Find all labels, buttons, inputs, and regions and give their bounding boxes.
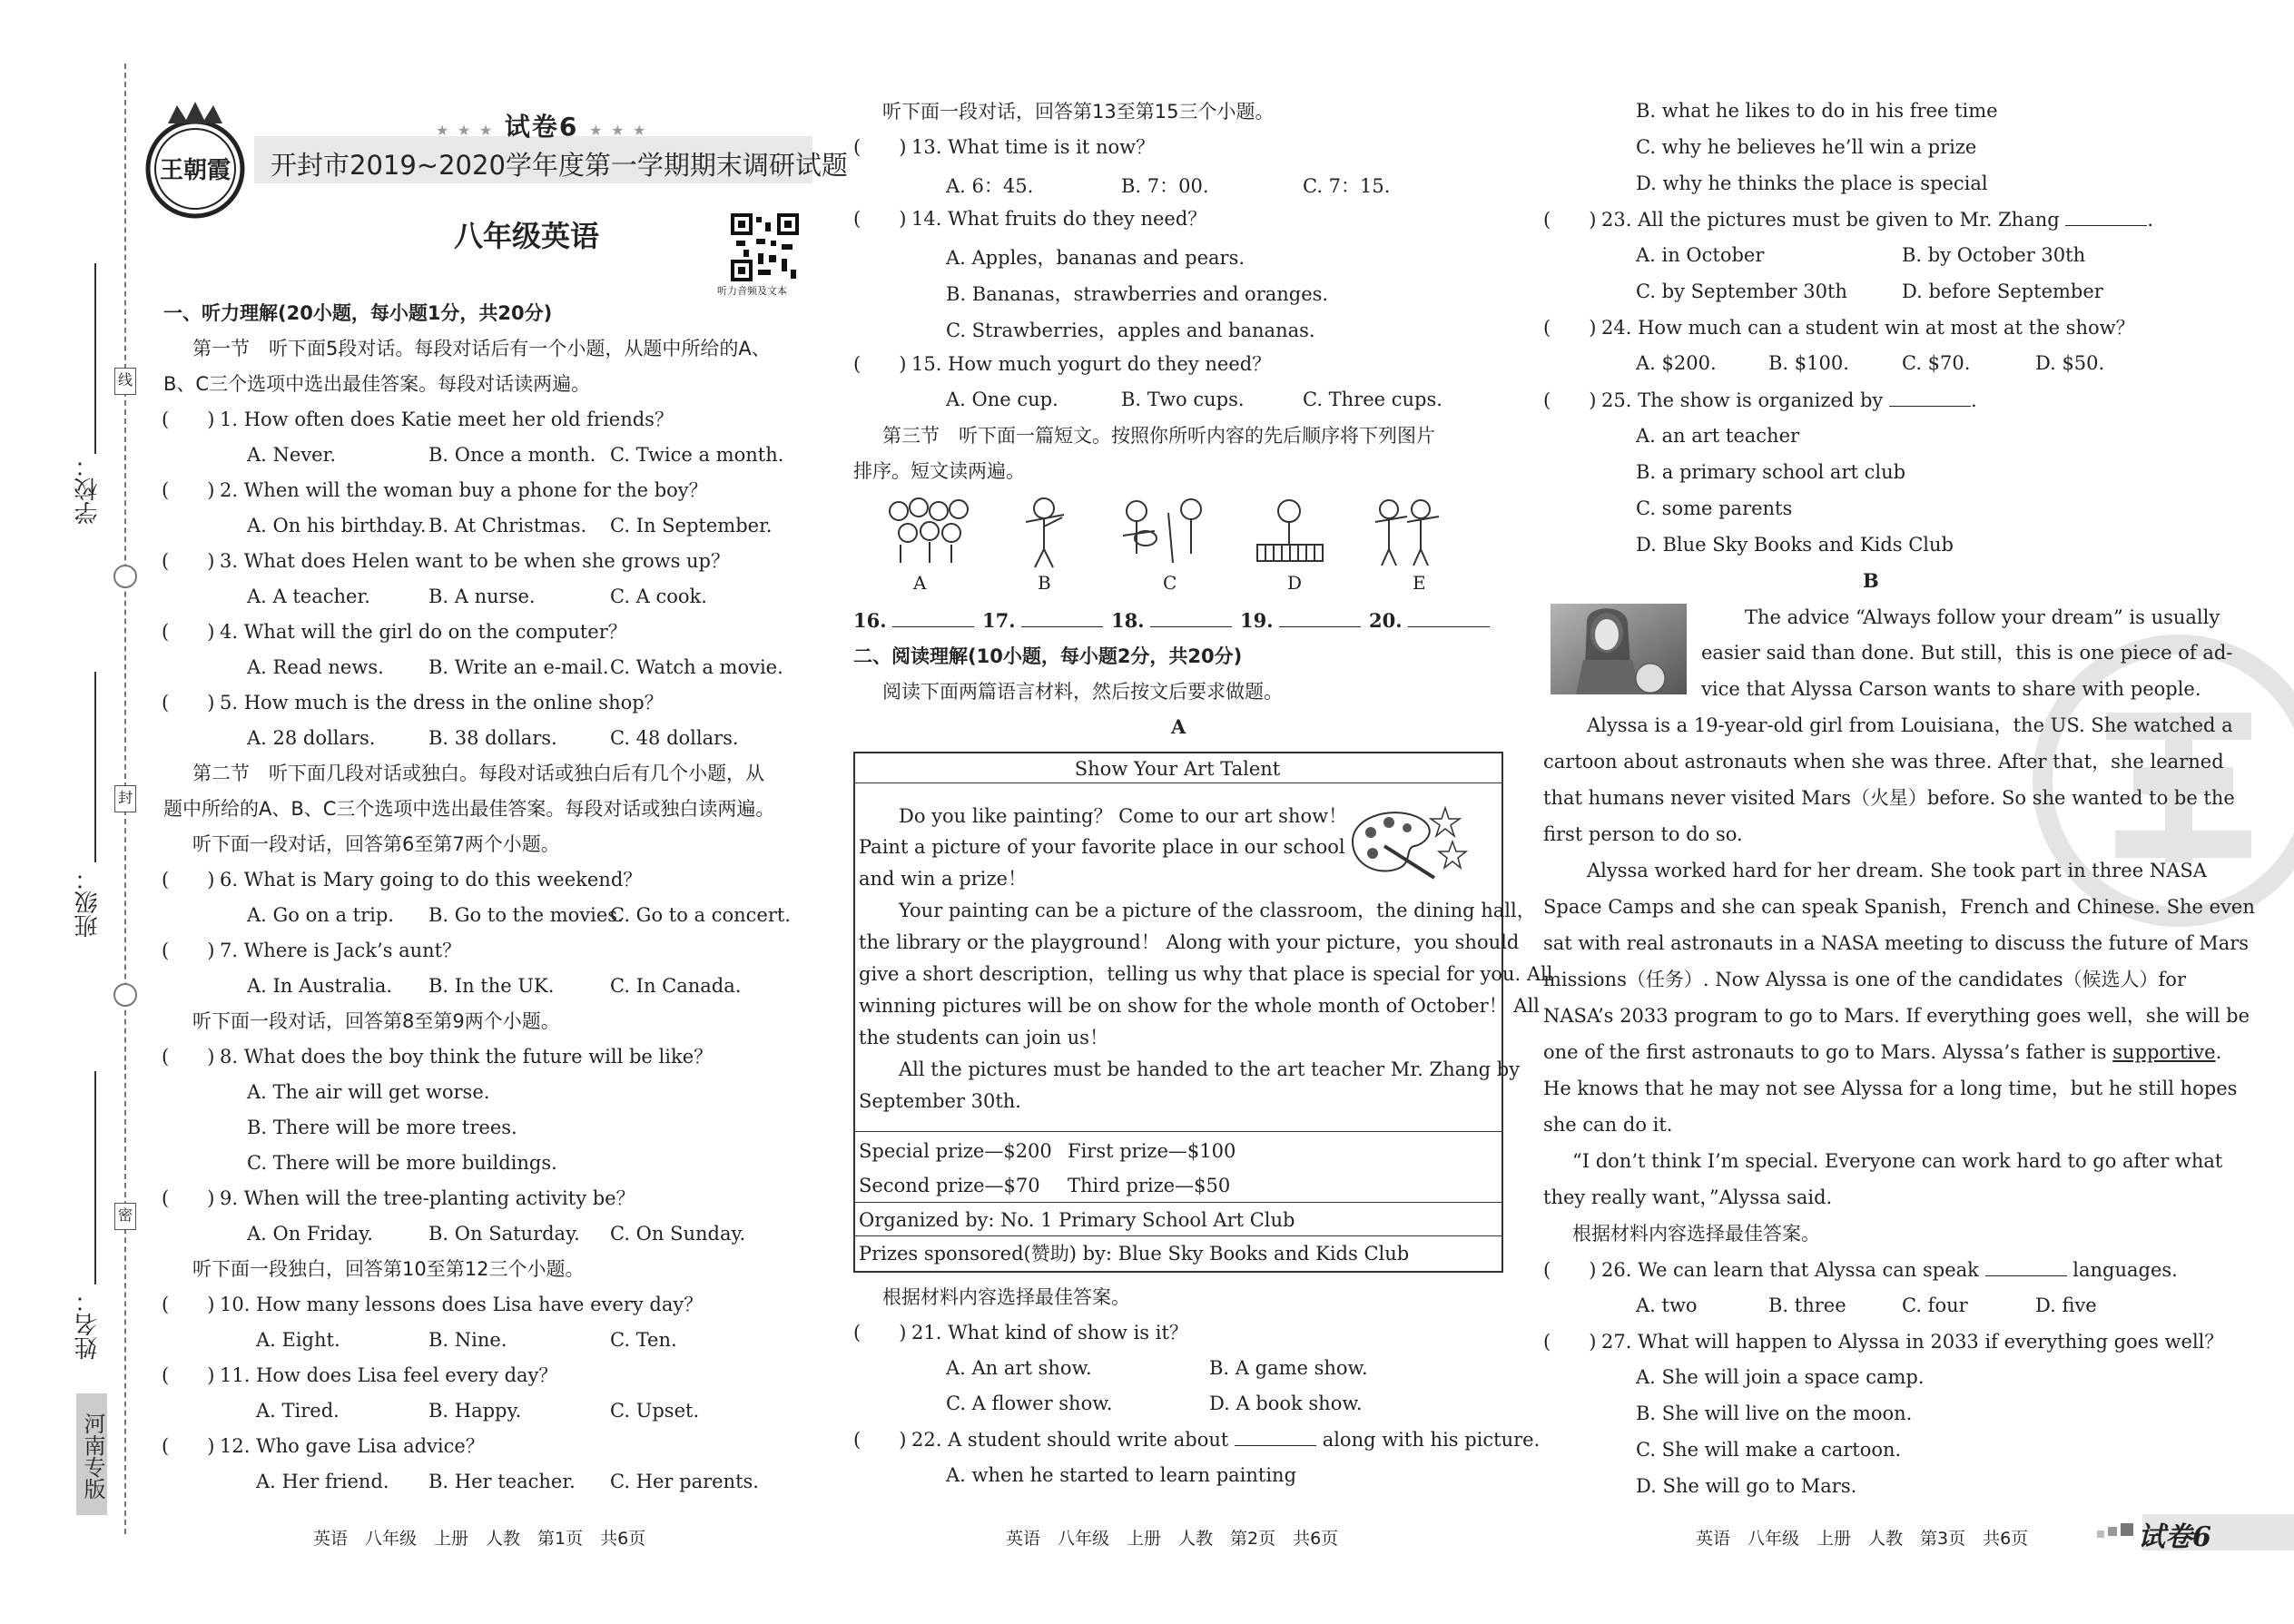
- q7-option-c: C. In Canada.: [610, 975, 742, 997]
- answer-bracket[interactable]: ( ): [162, 940, 215, 961]
- alyssa-photo: [1551, 604, 1687, 694]
- q12-option-b: B. Her teacher.: [428, 1471, 576, 1492]
- answer-bracket[interactable]: ( ): [1543, 1259, 1597, 1281]
- answer-bracket[interactable]: ( ): [162, 1435, 215, 1457]
- q24-option-c: C. $70.: [1902, 352, 1971, 374]
- q23-option-b: B. by October 30th: [1902, 244, 2086, 266]
- part3-instruction: 第三节 听下面一篇短文。按照你所听内容的先后顺序将下列图片: [882, 425, 1435, 447]
- q5-option-b: B. 38 dollars.: [428, 727, 557, 749]
- dialogue-intro: 听下面一段对话，回答第8至第9两个小题。: [192, 1010, 560, 1032]
- passage-b-text: one of the first astronauts to go to Mars. Alyssa’s father is supportive.: [1543, 1041, 2222, 1063]
- notice-text: All the pictures must be handed to the art teacher Mr. Zhang by: [899, 1058, 1521, 1080]
- question-26: 26. We can learn that Alyssa can speak languages.: [1601, 1259, 2178, 1281]
- seal-tab-seal: 封: [114, 785, 136, 812]
- answer-bracket[interactable]: ( ): [853, 1429, 907, 1451]
- passage-b-text: Alyssa is a 19-year-old girl from Louisiana，the US. She watched a: [1587, 714, 2233, 736]
- question-12: 12. Who gave Lisa advice？: [220, 1435, 485, 1457]
- notice-text: Paint a picture of your favorite place in our school: [859, 836, 1345, 858]
- passage-b-text: first person to do so.: [1543, 823, 1743, 845]
- qr-code-icon: [731, 213, 799, 281]
- punch-hole-icon: [113, 565, 137, 588]
- q10-option-a: A. Eight.: [256, 1329, 340, 1351]
- section-2-title: 二、阅读理解(10小题，每小题2分，共20分): [853, 645, 1243, 667]
- answer-bracket[interactable]: ( ): [853, 136, 907, 158]
- q7-option-b: B. In the UK.: [428, 975, 555, 997]
- passage-b-text: He knows that he may not see Alyssa for a long time，but he still hopes: [1543, 1078, 2238, 1099]
- answer-bracket[interactable]: ( ): [853, 208, 907, 230]
- q8-option-b: B. There will be more trees.: [247, 1117, 517, 1138]
- q26-option-b: B. three: [1768, 1294, 1846, 1316]
- notice-divider: [853, 782, 1501, 783]
- answer-bracket[interactable]: ( ): [1543, 209, 1597, 231]
- question-21: 21. What kind of show is it？: [911, 1322, 1188, 1343]
- q10-option-b: B. Nine.: [428, 1329, 507, 1351]
- q26-option-a: A. two: [1636, 1294, 1698, 1316]
- q22-option-c: C. why he believes he’ll win a prize: [1636, 136, 1977, 158]
- q22-option-a: A. when he started to learn painting: [946, 1464, 1297, 1486]
- q9-option-b: B. On Saturday.: [428, 1223, 580, 1245]
- notice-text: the library or the playground！ Along with your picture，you should: [859, 931, 1520, 953]
- q22-option-b: B. what he likes to do in his free time: [1636, 100, 1998, 122]
- q3-option-c: C. A cook.: [610, 586, 707, 607]
- notice-title: Show Your Art Talent: [1074, 758, 1281, 780]
- picture-b-violinist: [1026, 498, 1064, 567]
- q26-option-c: C. four: [1902, 1294, 1968, 1316]
- q12-option-a: A. Her friend.: [256, 1471, 389, 1492]
- q2-option-a: A. On his birthday.: [247, 515, 427, 536]
- q6-option-b: B. Go to the movies.: [428, 904, 624, 926]
- logo-emblem: [143, 98, 248, 225]
- passage-b-text: “I don’t think I’m special. Everyone can work hard to go after what: [1572, 1150, 2223, 1172]
- prize-third: Third prize—$50: [1068, 1175, 1231, 1196]
- q25-option-c: C. some parents: [1636, 497, 1793, 519]
- picture-a-choir: [890, 498, 968, 563]
- prize-special: Special prize—$200: [859, 1140, 1052, 1162]
- region-tag: 河南专版: [76, 1393, 107, 1515]
- q3-option-b: B. A nurse.: [428, 586, 536, 607]
- listening-pictures: [881, 495, 1480, 572]
- part1-instruction: B、C三个选项中选出最佳答案。每段对话读两遍。: [163, 373, 591, 395]
- monologue-intro: 听下面一段独白，回答第10至第12三个小题。: [192, 1258, 585, 1280]
- qr-caption: 听力音频及文本: [717, 285, 787, 297]
- answer-bracket[interactable]: ( ): [162, 408, 215, 430]
- answer-bracket[interactable]: ( ): [1543, 317, 1597, 339]
- picture-d-pianist: [1257, 500, 1323, 561]
- q10-option-c: C. Ten.: [610, 1329, 677, 1351]
- answer-bracket[interactable]: ( ): [162, 1046, 215, 1068]
- reading-instruction: 根据材料内容选择最佳答案。: [882, 1286, 1130, 1308]
- q11-option-a: A. Tired.: [256, 1400, 340, 1422]
- q24-option-a: A. $200.: [1636, 352, 1717, 374]
- q27-option-c: C. She will make a cartoon.: [1636, 1439, 1902, 1461]
- picture-label-d: D: [1287, 572, 1303, 594]
- q27-option-a: A. She will join a space camp.: [1636, 1366, 1925, 1388]
- passage-b-text: that humans never visited Mars（火星）before. So she wanted to be the: [1543, 787, 2235, 809]
- question-22: 22. A student should write about along with his picture.: [911, 1429, 1541, 1451]
- question-1: 1. How often does Katie meet her old friends？: [220, 408, 674, 430]
- q6-option-c: C. Go to a concert.: [610, 904, 791, 926]
- picture-c-band: [1123, 499, 1201, 563]
- q8-option-a: A. The air will get worse.: [247, 1081, 490, 1103]
- q14-option-c: C. Strawberries，apples and bananas.: [946, 320, 1315, 341]
- q23-option-a: A. in October: [1636, 244, 1765, 266]
- question-8: 8. What does the boy think the future will be like？: [220, 1046, 714, 1068]
- page-footer-3: 英语 八年级 上册 人教 第3页 共6页: [1696, 1529, 2029, 1549]
- question-3: 3. What does Helen want to be when she grows up？: [220, 550, 730, 572]
- question-5: 5. How much is the dress in the online shop？: [220, 692, 664, 714]
- palette-icon: [1344, 801, 1471, 882]
- picture-e-violinists: [1375, 500, 1439, 566]
- passage-b-text: easier said than done. But still，this is one piece of ad-: [1701, 642, 2233, 664]
- prize-first: First prize—$100: [1068, 1140, 1236, 1162]
- school-blank: [94, 263, 96, 454]
- question-9: 9. When will the tree-planting activity be？: [220, 1187, 635, 1209]
- q5-option-a: A. 28 dollars.: [247, 727, 376, 749]
- passage-a-label: A: [1171, 715, 1186, 738]
- q13-option-b: B. 7：00.: [1121, 175, 1209, 197]
- corner-series-label: 试卷6: [2138, 1521, 2211, 1553]
- q21-option-c: C. A flower show.: [946, 1393, 1113, 1414]
- notice-divider: [853, 1235, 1501, 1236]
- school-label: 学校：: [74, 454, 102, 525]
- part2-instruction: 第二节 听下面几段对话或独白。每段对话或独白后有几个小题，从: [192, 763, 764, 784]
- answer-bracket[interactable]: ( ): [162, 692, 215, 714]
- notice-text: and win a prize！: [859, 868, 1027, 890]
- question-2: 2. When will the woman buy a phone for the boy？: [220, 479, 708, 501]
- picture-label-e: E: [1413, 572, 1426, 594]
- notice-text: September 30th.: [859, 1090, 1021, 1112]
- dialogue-intro: 听下面一段对话，回答第6至第7两个小题。: [192, 833, 560, 855]
- q9-option-a: A. On Friday.: [247, 1223, 373, 1245]
- page-footer-2: 英语 八年级 上册 人教 第2页 共6页: [1006, 1529, 1339, 1549]
- q25-option-a: A. an art teacher: [1636, 425, 1800, 447]
- passage-b-text: they really want，”Alyssa said.: [1543, 1186, 1833, 1208]
- notice-text: Your painting can be a picture of the classroom，the dining hall，: [899, 900, 1536, 921]
- page-footer-1: 英语 八年级 上册 人教 第1页 共6页: [313, 1529, 646, 1549]
- reading-instruction: 根据材料内容选择最佳答案。: [1572, 1223, 1820, 1245]
- q23-option-d: D. before September: [1902, 281, 2103, 302]
- q13-option-a: A. 6：45.: [946, 175, 1034, 197]
- picture-label-b: B: [1038, 572, 1051, 594]
- section-1-title: 一、听力理解(20小题，每小题1分，共20分): [163, 302, 553, 324]
- answer-19[interactable]: 19.: [1240, 609, 1361, 633]
- question-14: 14. What fruits do they need？: [911, 208, 1207, 230]
- passage-b-label: B: [1863, 569, 1879, 592]
- passage-b-text: missions（任务）. Now Alyssa is one of the candidates（候选人）for: [1543, 969, 2186, 990]
- passage-b-text: Alyssa worked hard for her dream. She took part in three NASA: [1587, 860, 2207, 881]
- q1-option-b: B. Once a month.: [428, 444, 596, 466]
- q8-option-c: C. There will be more buildings.: [247, 1152, 557, 1174]
- answer-bracket[interactable]: ( ): [162, 869, 215, 891]
- name-label: 姓名：: [74, 1289, 102, 1360]
- q13-option-c: C. 7：15.: [1303, 175, 1391, 197]
- punch-hole-icon: [113, 983, 137, 1007]
- notice-text: winning pictures will be on show for the whole month of October！ All: [859, 995, 1540, 1017]
- question-10: 10. How many lessons does Lisa have every day？: [220, 1294, 704, 1315]
- q1-option-c: C. Twice a month.: [610, 444, 784, 466]
- answer-bracket[interactable]: ( ): [162, 1364, 215, 1386]
- notice-sponsor: Prizes sponsored(赞助) by: Blue Sky Books and Kids Club: [859, 1243, 1410, 1265]
- passage-b-text: NASA’s 2033 program to go to Mars. If everything goes well，she will be: [1543, 1005, 2250, 1027]
- underlined-word: supportive: [2112, 1041, 2216, 1063]
- q4-option-b: B. Write an e-mail.: [428, 656, 609, 678]
- q4-option-a: A. Read news.: [247, 656, 384, 678]
- answer-bracket[interactable]: ( ): [162, 621, 215, 643]
- exam-title: 开封市2019~2020学年度第一学期期末调研试题: [271, 150, 848, 181]
- answer-bracket[interactable]: ( ): [1543, 389, 1597, 411]
- q14-option-b: B. Bananas，strawberries and oranges.: [946, 283, 1329, 305]
- q11-option-c: C. Upset.: [610, 1400, 700, 1422]
- notice-text: Do you like painting？ Come to our art show！: [899, 805, 1348, 827]
- passage-b-text: cartoon about astronauts when she was three. After that，she learned: [1543, 751, 2224, 773]
- answer-bracket[interactable]: ( ): [162, 1187, 215, 1209]
- q7-option-a: A. In Australia.: [247, 975, 393, 997]
- passage-b-text: The advice “Always follow your dream” is usually: [1745, 606, 2220, 628]
- answer-bracket[interactable]: ( ): [853, 353, 907, 375]
- dialogue-intro: 听下面一段对话，回答第13至第15三个小题。: [882, 101, 1275, 123]
- q21-option-b: B. A game show.: [1209, 1357, 1368, 1379]
- notice-divider: [853, 1131, 1501, 1132]
- subject-title: 八年级英语: [454, 219, 600, 253]
- question-6: 6. What is Mary going to do this weekend？: [220, 869, 643, 891]
- notice-text: give a short description，telling us why that place is special for you. All: [859, 963, 1553, 985]
- q11-option-b: B. Happy.: [428, 1400, 522, 1422]
- q6-option-a: A. Go on a trip.: [247, 904, 394, 926]
- question-4: 4. What will the girl do on the computer？: [220, 621, 627, 643]
- answer-17[interactable]: 17.: [982, 609, 1103, 633]
- q1-option-a: A. Never.: [247, 444, 337, 466]
- answer-18[interactable]: 18.: [1111, 609, 1232, 633]
- class-blank: [94, 672, 96, 862]
- answer-bracket[interactable]: ( ): [162, 1294, 215, 1315]
- passage-b-text: vice that Alyssa Carson wants to share with people.: [1701, 678, 2201, 700]
- answer-20[interactable]: 20.: [1369, 609, 1490, 633]
- name-blank: [94, 1071, 96, 1284]
- class-label: 班级：: [74, 867, 102, 938]
- q25-option-b: B. a primary school art club: [1636, 461, 1906, 483]
- notice-text: the students can join us！: [859, 1027, 1108, 1048]
- notice-organizer: Organized by: No. 1 Primary School Art Club: [859, 1209, 1295, 1231]
- answer-16[interactable]: 16.: [853, 609, 974, 633]
- part2-instruction: 题中所给的A、B、C三个选项中选出最佳答案。每段对话或独白读两遍。: [163, 798, 775, 820]
- part1-instruction: 第一节 听下面5段对话。每段对话后有一个小题，从题中所给的A、: [192, 338, 771, 359]
- q2-option-b: B. At Christmas.: [428, 515, 587, 536]
- q4-option-c: C. Watch a movie.: [610, 656, 783, 678]
- q2-option-c: C. In September.: [610, 515, 773, 536]
- q5-option-c: C. 48 dollars.: [610, 727, 739, 749]
- q14-option-a: A. Apples，bananas and pears.: [946, 247, 1245, 269]
- q21-option-a: A. An art show.: [946, 1357, 1092, 1379]
- question-15: 15. How much yogurt do they need？: [911, 353, 1272, 375]
- q27-option-d: D. She will go to Mars.: [1636, 1475, 1857, 1497]
- question-23: 23. All the pictures must be given to Mr. Zhang .: [1601, 209, 2154, 231]
- seal-tab-secret: 密: [114, 1203, 136, 1230]
- picture-label-a: A: [913, 572, 927, 594]
- q26-option-d: D. five: [2035, 1294, 2097, 1316]
- q9-option-c: C. On Sunday.: [610, 1223, 746, 1245]
- series-label: ★ ★ ★ 试卷6 ★ ★ ★: [436, 112, 648, 142]
- q15-option-c: C. Three cups.: [1303, 389, 1442, 410]
- question-13: 13. What time is it now？: [911, 136, 1156, 158]
- passage-b-text: she can do it.: [1543, 1114, 1673, 1136]
- answer-bracket[interactable]: ( ): [162, 550, 215, 572]
- passage-b-text: Space Camps and she can speak Spanish，French and Chinese. She even: [1543, 896, 2255, 918]
- q21-option-d: D. A book show.: [1209, 1393, 1363, 1414]
- q15-option-b: B. Two cups.: [1121, 389, 1245, 410]
- q27-option-b: B. She will live on the moon.: [1636, 1403, 1913, 1424]
- q25-option-d: D. Blue Sky Books and Kids Club: [1636, 534, 1954, 556]
- reading-instruction: 阅读下面两篇语言材料，然后按文后要求做题。: [882, 681, 1283, 703]
- answer-bracket[interactable]: ( ): [162, 479, 215, 501]
- svg-text:王朝霞: 王朝霞: [159, 157, 231, 184]
- picture-label-c: C: [1163, 572, 1177, 594]
- question-11: 11. How does Lisa feel every day？: [220, 1364, 558, 1386]
- q22-option-d: D. why he thinks the place is special: [1636, 172, 1988, 194]
- part3-instruction: 排序。短文读两遍。: [853, 460, 1025, 482]
- prize-second: Second prize—$70: [859, 1175, 1040, 1196]
- q24-option-d: D. $50.: [2035, 352, 2105, 374]
- q3-option-a: A. A teacher.: [247, 586, 370, 607]
- answer-bracket[interactable]: ( ): [853, 1322, 907, 1343]
- q24-option-b: B. $100.: [1768, 352, 1849, 374]
- seal-tab-line: 线: [114, 368, 136, 395]
- question-25: 25. The show is organized by .: [1601, 389, 1977, 411]
- question-7: 7. Where is Jack’s aunt？: [220, 940, 462, 961]
- q23-option-c: C. by September 30th: [1636, 281, 1847, 302]
- answer-bracket[interactable]: ( ): [1543, 1331, 1597, 1353]
- corner-squares-icon: [2097, 1521, 2142, 1541]
- question-27: 27. What will happen to Alyssa in 2033 if everything goes well？: [1601, 1331, 2224, 1353]
- watermark-seal: [2024, 626, 2294, 935]
- q12-option-c: C. Her parents.: [610, 1471, 759, 1492]
- question-24: 24. How much can a student win at most at the show？: [1601, 317, 2135, 339]
- notice-divider: [853, 1202, 1501, 1203]
- q15-option-a: A. One cup.: [946, 389, 1058, 410]
- passage-b-text: sat with real astronauts in a NASA meeting to discuss the future of Mars: [1543, 932, 2250, 954]
